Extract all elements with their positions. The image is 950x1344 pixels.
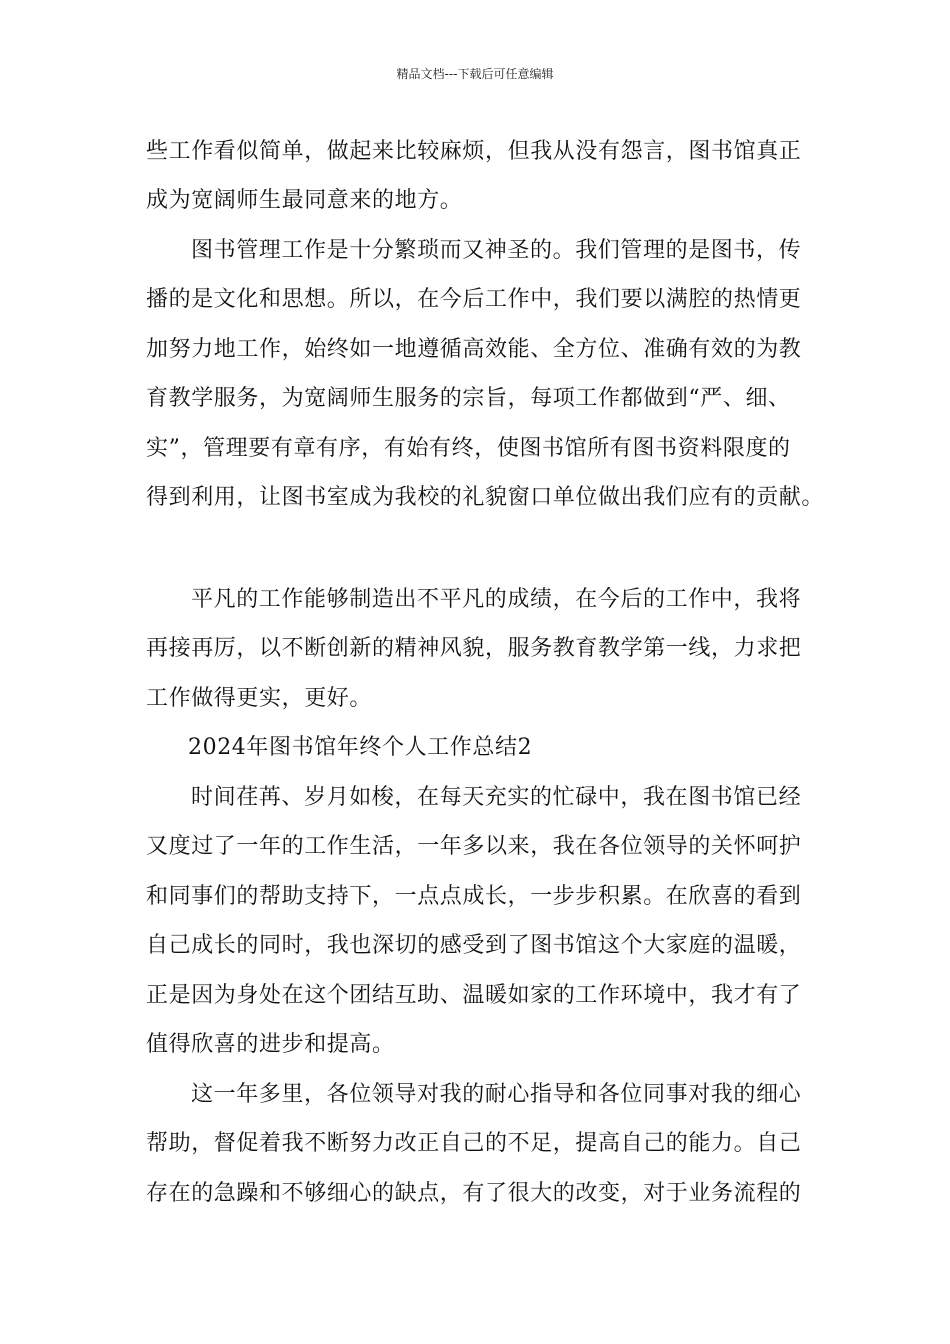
text-line: 育教学服务，为宽阔师生服务的宗旨，每项工作都做到“严、细、 bbox=[146, 386, 791, 411]
text-line: 存在的急躁和不够细心的缺点，有了很大的改变，对于业务流程的 bbox=[146, 1181, 802, 1206]
text-line: 帮助，督促着我不断努力改正自己的不足，提高自己的能力。自己 bbox=[146, 1131, 802, 1156]
page-header: 精品文档---下载后可任意编辑 bbox=[396, 67, 554, 81]
text-line: 这一年多里，各位领导对我的耐心指导和各位同事对我的细心 bbox=[191, 1082, 802, 1107]
text-line: 平凡的工作能够制造出不平凡的成绩，在今后的工作中，我将 bbox=[191, 587, 802, 612]
text-line: 工作做得更实，更好。 bbox=[146, 686, 373, 711]
text-line: 成为宽阔师生最同意来的地方。 bbox=[146, 188, 463, 213]
text-line: 又度过了一年的工作生活，一年多以来，我在各位领导的关怀呵护 bbox=[146, 834, 802, 859]
text-line: 得到利用，让图书室成为我校的礼貌窗口单位做出我们应有的贡献。 bbox=[146, 485, 825, 510]
text-line: 图书管理工作是十分繁琐而又神圣的。我们管理的是图书，传 bbox=[191, 238, 802, 263]
text-line: 时间荏苒、岁月如梭，在每天充实的忙碌中，我在图书馆已经 bbox=[191, 785, 802, 810]
text-line: 实”，管理要有章有序，有始有终，使图书馆所有图书资料限度的 bbox=[146, 436, 791, 461]
text-line: 正是因为身处在这个团结互助、温暖如家的工作环境中，我才有了 bbox=[146, 983, 802, 1008]
text-line: 自己成长的同时，我也深切的感受到了图书馆这个大家庭的温暖， bbox=[146, 933, 802, 958]
text-line: 值得欣喜的进步和提高。 bbox=[146, 1032, 395, 1057]
text-line: 播的是文化和思想。所以，在今后工作中，我们要以满腔的热情更 bbox=[146, 287, 802, 312]
text-line: 再接再厉，以不断创新的精神风貌，服务教育教学第一线，力求把 bbox=[146, 636, 802, 661]
text-line: 加努力地工作，始终如一地遵循高效能、全方位、准确有效的为教 bbox=[146, 337, 802, 362]
text-line: 些工作看似简单，做起来比较麻烦，但我从没有怨言，图书馆真正 bbox=[146, 139, 802, 164]
section-title: 2024年图书馆年终个人工作总结2 bbox=[188, 735, 533, 760]
text-line: 和同事们的帮助支持下，一点点成长，一步步积累。在欣喜的看到 bbox=[146, 884, 802, 909]
